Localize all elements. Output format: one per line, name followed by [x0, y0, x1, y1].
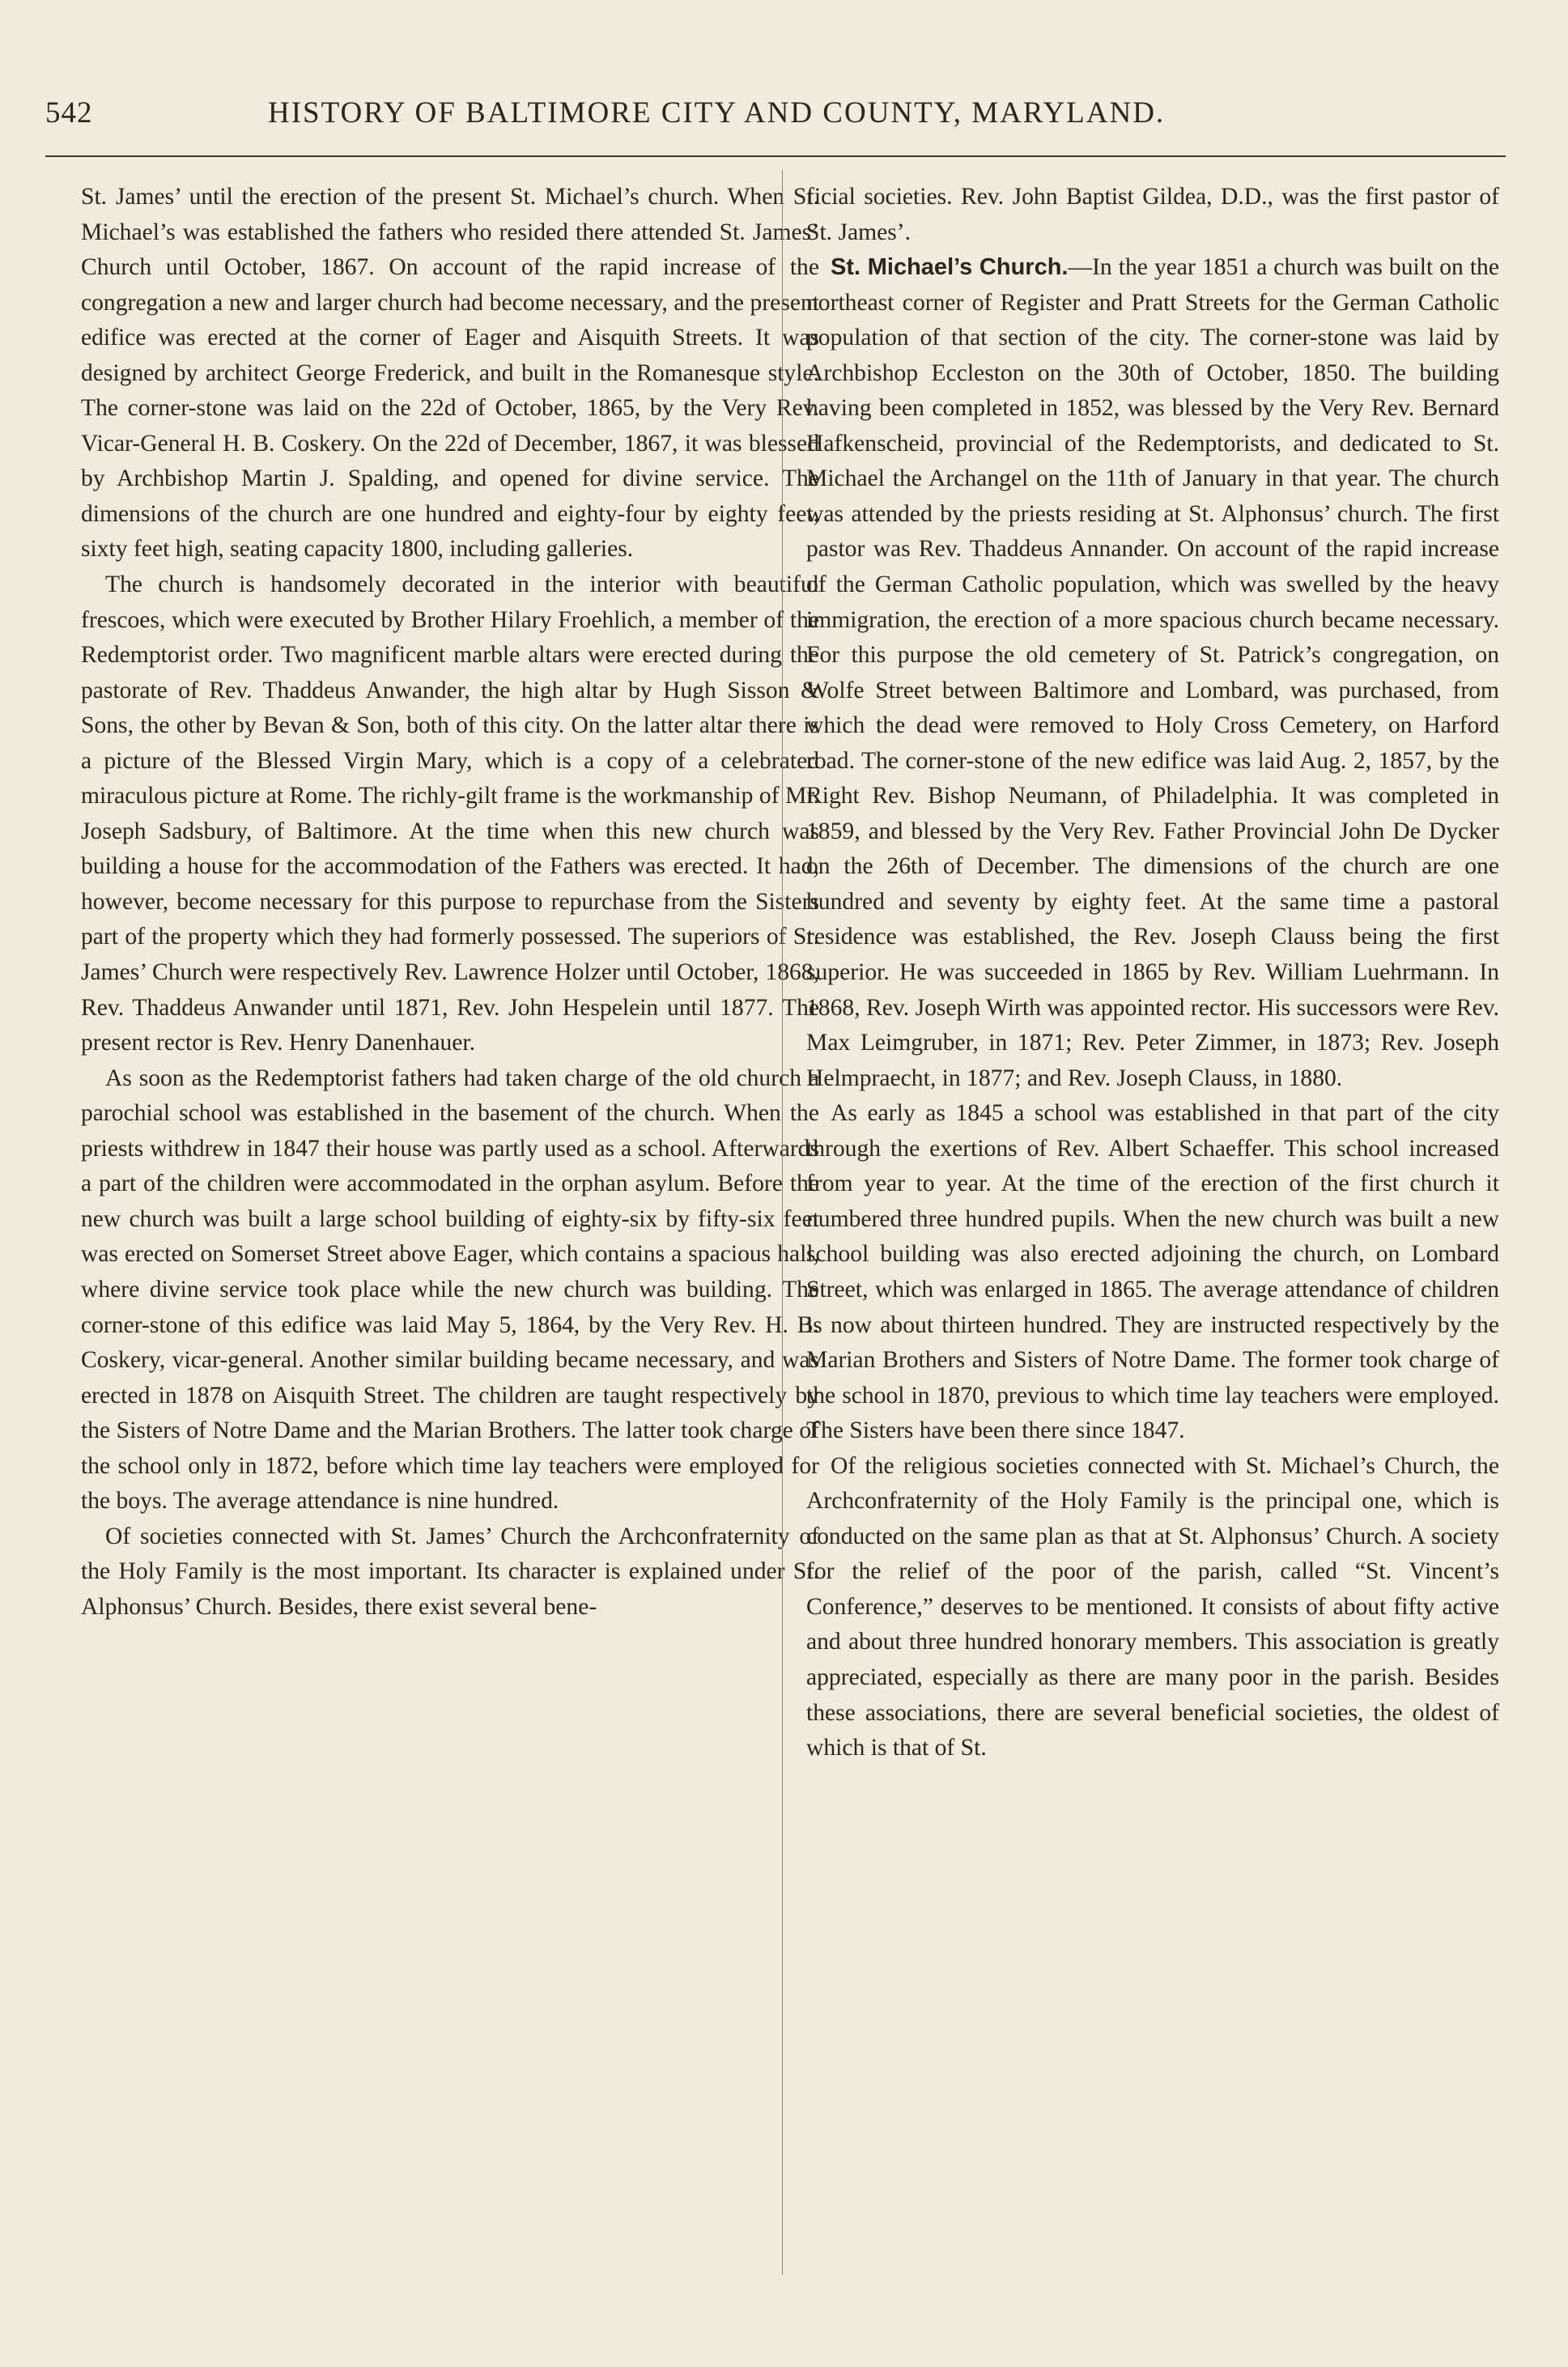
left-column [81, 180, 819, 1625]
section-paragraph [806, 250, 1499, 1096]
paragraph: St. James’ until the erection of the present St. Michael’s church. When St. Michael’s was established the fathers who resided there attended St. James’ Church until October, 1867. On account of the rapid increase of the congregation a new and larger church had become necessary, and the present edifice was erected at the corner of Eager and Aisquith Streets. It was designed by architect George Frederick, and built in the Romanesque style. The corner-stone was laid on the 22d of October, 1865, by the Very Rev. Vicar-General H. B. Coskery. On the 22d of December, 1867, it was blessed by Archbishop Martin J. Spalding, and opened for divine service. The dimensions of the church are one hundred and eighty-four by eighty feet, sixty feet high, seating capacity 1800, including galleries. [81, 184, 819, 563]
page-header [45, 96, 1506, 144]
paragraph: As soon as the Redemptorist fathers had taken charge of the old church a parochial school was established in the basement of the church. When the priests withdrew in 1847 their house was partly used as a school. Afterwards a part of the children were accommodated in the orphan asylum. Before the new church was built a large school building of eighty-six by fifty-six feet was erected on Somerset Street above Eager, which contains a spacious hall, where divine service took place while the new church was building. The corner-stone of this edifice was laid May 5, 1864, by the Very Rev. H. B. Coskery, vicar-general. Another similar building became necessary, and was erected in 1878 on Aisquith Street. The children are taught respectively by the Sisters of Notre Dame and the Marian Brothers. The latter took charge of the school only in 1872, before which time lay teachers were employed for the boys. The average attendance is nine hundred. [81, 1065, 819, 1515]
header-rule [45, 155, 1506, 157]
paragraph: ficial societies. Rev. John Baptist Gildea, D.D., was the first pastor of St. James’. [806, 184, 1499, 245]
section-heading: St. Michael’s Church. [831, 254, 1069, 281]
paragraph: The church is handsomely decorated in the interior with beautiful frescoes, which were executed by Brother Hilary Froehlich, a member of the Redemptorist order. Two magnificent marble altars were erected during the pastorate of Rev. Thaddeus Anwander, the high altar by Hugh Sisson & Sons, the other by Bevan & Son, both of this city. On the latter altar there is a picture of the Blessed Virgin Mary, which is a copy of a celebrated miraculous picture at Rome. The richly-gilt frame is the workmanship of Mr. Joseph Sadsbury, of Baltimore. At the time when this new church was building a house for the accommodation of the Fathers was erected. It had, however, become necessary for this purpose to repurchase from the Sisters part of the property which they had formerly possessed. The superiors of St. James’ Church were respectively Rev. Lawrence Holzer until October, 1868, Rev. Thaddeus Anwander until 1871, Rev. John Hespelein until 1877. The present rector is Rev. Henry Danenhauer. [81, 572, 819, 1056]
column-divider [782, 170, 783, 2275]
right-column [806, 180, 1499, 1766]
running-title: HISTORY OF BALTIMORE CITY AND COUNTY, MARYLAND. [268, 96, 1166, 130]
paragraph: As early as 1845 a school was established in that part of the city through the exertions of Rev. Albert Schaeffer. This school increased from year to year. At the time of the erection of the first church it numbered three hundred pupils. When the new church was built a new school building was also erected adjoining the church, on Lombard Street, which was enlarged in 1865. The average attendance of children is now about thirteen hundred. They are instructed respectively by the Marian Brothers and Sisters of Notre Dame. The former took charge of the school in 1870, previous to which time lay teachers were employed. The Sisters have been there since 1847. [806, 1100, 1499, 1444]
paragraph-text: —In the year 1851 a church was built on the northeast corner of Register and Pratt Streets for the German Catholic population of that section of the city. The corner-stone was laid by Archbishop Eccleston on the 30th of October, 1850. The building having been completed in 1852, was blessed by the Very Rev. Bernard Hafkenscheid, provincial of the Redemptorists, and dedicated to St. Michael the Archangel on the 11th of January in that year. The church was attended by the priests residing at St. Alphonsus’ church. The first pastor was Rev. Thaddeus Annander. On account of the rapid increase of the German Catholic population, which was swelled by the heavy immigration, the erection of a more spacious church became necessary. For this purpose the old cemetery of St. Patrick’s congregation, on Wolfe Street between Baltimore and Lombard, was purchased, from which the dead were removed to Holy Cross Cemetery, on Harford road. The corner-stone of the new edifice was laid Aug. 2, 1857, by the Right Rev. Bishop Neumann, of Philadelphia. It was completed in 1859, and blessed by the Very Rev. Father Provincial John De Dycker on the 26th of December. The dimensions of the church are one hundred and seventy by eighty feet. At the same time a pastoral residence was established, the Rev. Joseph Clauss being the first superior. He was succeeded in 1865 by Rev. William Luehrmann. In 1868, Rev. Joseph Wirth was appointed rector. His successors were Rev. Max Leimgruber, in 1871; Rev. Peter Zimmer, in 1873; Rev. Joseph Helmpraecht, in 1877; and Rev. Joseph Clauss, in 1880. [806, 254, 1499, 1091]
paragraph: Of the religious societies connected with St. Michael’s Church, the Archconfraternity of the Holy Family is the principal one, which is conducted on the same plan as that at St. Alphonsus’ Church. A society for the relief of the poor of the parish, called “St. Vincent’s Conference,” deserves to be mentioned. It consists of about fifty active and about three hundred honorary members. This association is greatly appreciated, especially as there are many poor in the parish. Besides these associations, there are several beneficial societies, the oldest of which is that of St. [806, 1452, 1499, 1761]
paragraph: Of societies connected with St. James’ Church the Archconfraternity of the Holy Family is the most important. Its character is explained under St. Alphonsus’ Church. Besides, there exist several bene- [81, 1523, 819, 1620]
page-number: 542 [45, 96, 93, 130]
